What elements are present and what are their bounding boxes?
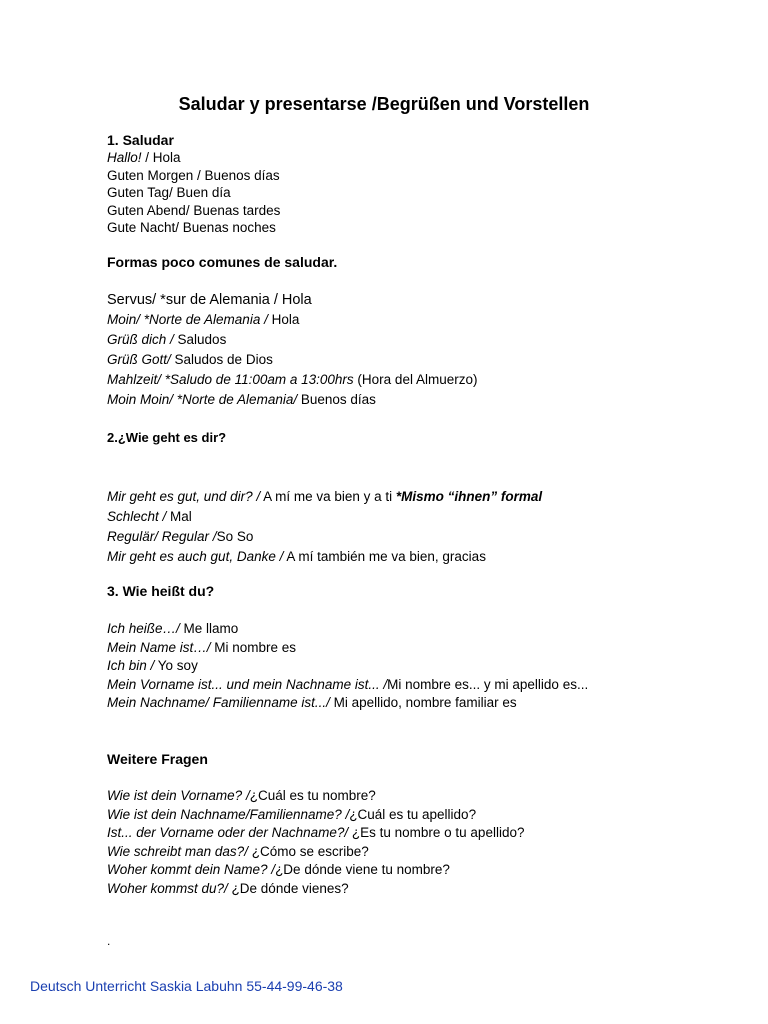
list-item: Mir geht es gut, und dir? / A mí me va bien y a ti *Mismo “ihnen” formal: [107, 489, 543, 504]
section-heading: 3. Wie heißt du?: [107, 583, 215, 599]
list-item: Grüß dich / Saludos: [107, 332, 227, 347]
section-formas-list: [107, 290, 728, 410]
list-item: Mein Name ist…/ Mi nombre es: [107, 639, 297, 655]
list-item: Wie ist dein Nachname/Familienname? /¿Cuál es tu apellido?: [107, 806, 477, 822]
list-item: Hallo! / Hola: [107, 150, 181, 165]
list-item: Wie ist dein Vorname? /¿Cuál es tu nombre?: [107, 788, 376, 803]
section-heading: 1. Saludar: [107, 132, 174, 148]
list-item: Regulär/ Regular /So So: [107, 529, 254, 544]
section-formas: [107, 253, 728, 271]
list-item: Mahlzeit/ *Saludo de 11:00am a 13:00hrs (Hora del Almuerzo): [107, 372, 478, 387]
section-weitere-list: [107, 787, 728, 898]
list-item: Moin/ *Norte de Alemania / Hola: [107, 312, 300, 327]
list-item: Servus/ *sur de Alemania / Hola: [107, 292, 312, 308]
list-item: Woher kommst du?/ ¿De dónde vienes?: [107, 880, 349, 896]
section-heading: Formas poco comunes de saludar.: [107, 254, 338, 270]
list-item: Wie schreibt man das?/ ¿Cómo se escribe?: [107, 843, 369, 859]
list-item: Ist... der Vorname oder der Nachname?/ ¿Es tu nombre o tu apellido?: [107, 825, 525, 840]
list-item: Ich heiße…/ Me llamo: [107, 621, 239, 636]
list-item: Guten Tag/ Buen día: [107, 185, 231, 200]
section-wie-geht: [107, 429, 728, 447]
list-item: Guten Abend/ Buenas tardes: [107, 202, 281, 218]
section-saludar: [107, 131, 728, 237]
list-item: Grüß Gott/ Saludos de Dios: [107, 352, 273, 367]
trailing-mark: .: [107, 934, 111, 948]
section-wie-geht-list: [107, 487, 728, 567]
list-item: Schlecht / Mal: [107, 509, 192, 524]
list-item: Ich bin / Yo soy: [107, 658, 198, 673]
list-item: Mein Vorname ist... und mein Nachname ist... /Mi nombre es... y mi apellido es...: [107, 676, 589, 692]
list-item: Gute Nacht/ Buenas noches: [107, 220, 276, 235]
page-title: Saludar y presentarse /Begrüßen und Vorstellen: [178, 94, 590, 114]
section-heading: 2.¿Wie geht es dir?: [107, 430, 227, 445]
list-item: Woher kommt dein Name? /¿De dónde viene tu nombre?: [107, 862, 450, 877]
section-heading: Weitere Fragen: [107, 751, 208, 767]
list-item: Guten Morgen / Buenos días: [107, 167, 280, 183]
section-weitere: [107, 750, 728, 768]
section-wie-heisst: [107, 582, 728, 600]
footer-contact: Deutsch Unterricht Saskia Labuhn 55-44-99-46-38: [30, 978, 343, 994]
list-item: Mein Nachname/ Familienname ist.../ Mi apellido, nombre familiar es: [107, 695, 517, 710]
list-item: Mir geht es auch gut, Danke / A mí también me va bien, gracias: [107, 549, 486, 564]
list-item: Moin Moin/ *Norte de Alemania/ Buenos días: [107, 392, 376, 407]
section-wie-heisst-list: [107, 620, 618, 713]
